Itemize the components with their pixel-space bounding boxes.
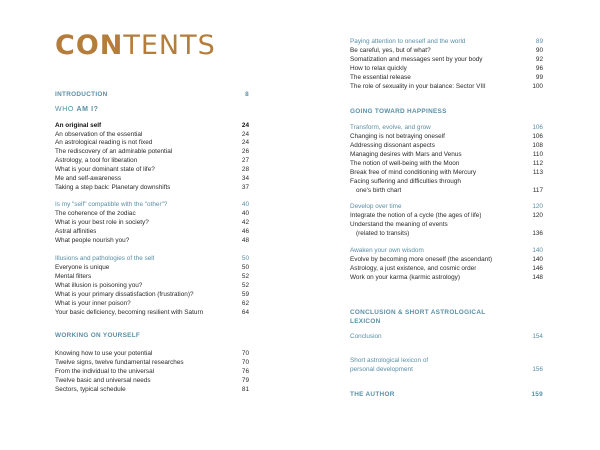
- toc-entry[interactable]: [350, 142, 543, 150]
- toc-heading-conclusion[interactable]: [350, 309, 543, 317]
- page-number: 34: [241, 175, 249, 182]
- toc-heading-working-on-yourself[interactable]: [55, 332, 249, 340]
- page-number: 70: [241, 350, 249, 357]
- toc-section-conclusion[interactable]: [350, 333, 543, 341]
- entry-label: Twelve signs, twelve fundamental researches: [55, 359, 184, 366]
- entry-label: Integrate the notion of a cycle (the ages of life): [350, 212, 482, 219]
- toc-section-illusions[interactable]: [55, 255, 249, 263]
- toc-part-who-am-i[interactable]: [55, 106, 249, 114]
- entry-label: Awaken your own wisdom: [350, 247, 424, 254]
- page-number: 79: [241, 377, 249, 384]
- entry-label: Paying attention to oneself and the world: [350, 38, 466, 45]
- page-title: CONTENTS: [55, 30, 216, 61]
- entry-label: What people nourish you?: [55, 237, 130, 244]
- toc-heading-introduction[interactable]: [55, 91, 249, 99]
- entry-label: Illusions and pathologies of the self: [55, 255, 155, 262]
- entry-label: From the individual to the universal: [55, 368, 155, 375]
- page-number: 62: [241, 300, 249, 307]
- toc-entry[interactable]: [350, 256, 543, 264]
- entry-label: Sectors, typical schedule: [55, 386, 126, 393]
- entry-label: (related to transits): [356, 230, 410, 237]
- toc-heading-going-toward-happiness[interactable]: [350, 108, 543, 116]
- entry-label: Facing suffering and difficulties through: [350, 178, 461, 185]
- entry-label: Break free of mind conditioning with Mercury: [350, 169, 477, 176]
- page-number: 106: [532, 124, 543, 131]
- entry-label: What is your dominant state of life?: [55, 166, 155, 173]
- page-number: 159: [531, 391, 543, 398]
- page-number: 90: [535, 47, 543, 54]
- page-number: 64: [241, 309, 249, 316]
- entry-label: Astrology, a just existence, and cosmic order: [350, 265, 477, 272]
- toc-section-original-self[interactable]: [55, 122, 249, 130]
- entry-label: Be careful, yes, but of what?: [350, 47, 431, 54]
- page-number: 26: [241, 148, 249, 155]
- entry-label: Everyone is unique: [55, 264, 110, 271]
- toc-entry[interactable]: [55, 291, 249, 299]
- entry-label: Is my "self" compatible with the "other"?: [55, 201, 168, 208]
- entry-label: Astral affinities: [55, 228, 97, 235]
- page-number: 42: [241, 219, 249, 226]
- entry-label: What is your primary dissatisfaction (frustration)?: [55, 291, 194, 298]
- toc-entry[interactable]: [55, 309, 249, 317]
- page-number: 70: [241, 359, 249, 366]
- entry-label: How to relax quickly: [350, 65, 407, 72]
- toc-heading-the-author[interactable]: [350, 391, 543, 399]
- entry-label: Twelve basic and universal needs: [55, 377, 151, 384]
- entry-label: An original self: [55, 122, 102, 129]
- entry-label: Short astrological lexicon of: [350, 357, 429, 364]
- page-number: 92: [535, 56, 543, 63]
- entry-label: Managing desires with Mars and Venus: [350, 151, 462, 158]
- entry-label: Addressing dissonant aspects: [350, 142, 435, 149]
- entry-label: Understand the meaning of events: [350, 221, 448, 228]
- entry-label: Conclusion: [350, 333, 382, 340]
- toc-entry[interactable]: [55, 184, 249, 192]
- toc-section-develop[interactable]: [350, 203, 543, 211]
- toc-section-lexicon[interactable]: [350, 357, 543, 365]
- entry-label: WHO: [55, 106, 74, 113]
- toc-entry[interactable]: [350, 274, 543, 282]
- page-number: 148: [532, 274, 543, 281]
- page-number: 46: [241, 228, 249, 235]
- page-number: 100: [532, 83, 543, 90]
- toc-entry[interactable]: [350, 56, 543, 64]
- entry-label: Mental filters: [55, 273, 92, 280]
- toc-entry[interactable]: [350, 160, 543, 168]
- toc-entry[interactable]: [55, 273, 249, 281]
- entry-label: Astrology, a tool for liberation: [55, 157, 138, 164]
- entry-label: Develop over time: [350, 203, 402, 210]
- page-number: 24: [241, 131, 249, 138]
- toc-entry[interactable]: [350, 178, 543, 186]
- page-number: 154: [532, 333, 543, 340]
- toc-entry[interactable]: [55, 359, 249, 367]
- toc-section-self-other[interactable]: [55, 201, 249, 209]
- entry-label: Transform, evolve, and grow: [350, 124, 431, 131]
- entry-label: CONCLUSION & SHORT ASTROLOGICAL: [350, 309, 486, 316]
- page-number: 28: [241, 166, 249, 173]
- page-number: 99: [535, 74, 543, 81]
- toc-entry[interactable]: [350, 169, 543, 177]
- entry-label: [55, 106, 99, 114]
- entry-label: GOING TOWARD HAPPINESS: [350, 108, 447, 115]
- toc-entry[interactable]: [55, 166, 249, 174]
- entry-label: Somatization and messages sent by your body: [350, 56, 483, 63]
- toc-entry[interactable]: [350, 187, 543, 195]
- toc-entry[interactable]: [55, 377, 249, 385]
- toc-entry[interactable]: [350, 74, 543, 82]
- entry-label: Taking a step back: Planetary downshifts: [55, 184, 171, 191]
- page-number: 140: [532, 256, 543, 263]
- entry-label: Changing is not betraying oneself: [350, 133, 445, 140]
- page-number: 108: [532, 142, 543, 149]
- page-number: 120: [532, 203, 543, 210]
- toc-entry[interactable]: [350, 47, 543, 55]
- toc-entry[interactable]: [350, 212, 543, 220]
- toc-entry[interactable]: [55, 300, 249, 308]
- toc-entry[interactable]: [55, 175, 249, 183]
- entry-label: The notion of well-being with the Moon: [350, 160, 460, 167]
- page-number: 37: [241, 184, 249, 191]
- entry-label: What is your best role in society?: [55, 219, 149, 226]
- toc-entry[interactable]: [350, 65, 543, 73]
- entry-label: WORKING ON YOURSELF: [55, 332, 141, 339]
- page-number: 8: [245, 91, 249, 98]
- page-number: 110: [532, 151, 543, 158]
- page-number: 117: [532, 187, 543, 194]
- page-number: 156: [532, 366, 543, 373]
- page-number: 40: [241, 201, 249, 208]
- page-number: 89: [535, 38, 543, 45]
- toc-entry[interactable]: [55, 139, 249, 147]
- entry-label: personal development: [350, 366, 413, 373]
- toc-entry[interactable]: [55, 350, 249, 358]
- entry-label: LEXICON: [350, 318, 381, 325]
- entry-label: INTRODUCTION: [55, 91, 108, 98]
- toc-entry[interactable]: [55, 228, 249, 236]
- page-number: 113: [532, 169, 543, 176]
- page-number: 50: [241, 255, 249, 262]
- toc-entry[interactable]: [350, 133, 543, 141]
- toc-entry[interactable]: [55, 264, 249, 272]
- page-number: 40: [241, 210, 249, 217]
- page-number: 96: [535, 65, 543, 72]
- page-number: 136: [532, 230, 543, 237]
- entry-label: The coherence of the zodiac: [55, 210, 136, 217]
- toc-section-paying-attention[interactable]: [350, 38, 543, 46]
- toc-entry[interactable]: [55, 157, 249, 165]
- page-number: 146: [532, 265, 543, 272]
- toc-entry[interactable]: [55, 148, 249, 156]
- toc-entry[interactable]: [55, 282, 249, 290]
- toc-entry[interactable]: [55, 210, 249, 218]
- entry-label: THE AUTHOR: [350, 391, 395, 398]
- entry-label: one's birth chart: [356, 187, 402, 194]
- toc-entry[interactable]: [55, 386, 249, 394]
- toc-entry[interactable]: [350, 230, 543, 238]
- page-number: 59: [241, 291, 249, 298]
- page-number: 52: [241, 273, 249, 280]
- page-number: 24: [241, 139, 249, 146]
- page-number: 106: [532, 133, 543, 140]
- entry-label: An observation of the essential: [55, 131, 143, 138]
- entry-label: What illusion is poisoning you?: [55, 282, 143, 289]
- toc-section-awaken[interactable]: [350, 247, 543, 255]
- entry-label: Your basic deficiency, becoming resilient with Saturn: [55, 309, 204, 316]
- page-number: 52: [241, 282, 249, 289]
- page-number: 120: [532, 212, 543, 219]
- toc-entry[interactable]: [55, 219, 249, 227]
- page-number: 140: [532, 247, 543, 254]
- page-number: 24: [241, 122, 249, 129]
- entry-label: AM I?: [76, 106, 99, 113]
- toc-section-lexicon-line2[interactable]: [350, 366, 543, 374]
- toc-heading-conclusion-line2[interactable]: [350, 318, 543, 326]
- entry-label: The rediscovery of an admirable potential: [55, 148, 173, 155]
- page-number: 81: [241, 386, 249, 393]
- entry-label: Work on your karma (karmic astrology): [350, 274, 460, 281]
- entry-label: Me and self-awareness: [55, 175, 122, 182]
- entry-label: The essential release: [350, 74, 411, 81]
- toc-entry[interactable]: [350, 221, 543, 229]
- toc-section-transform[interactable]: [350, 124, 543, 132]
- page-number: 76: [241, 368, 249, 375]
- entry-label: Evolve by becoming more oneself (the ascendant): [350, 256, 493, 263]
- entry-label: An astrological reading is not fixed: [55, 139, 153, 146]
- toc-entry[interactable]: [55, 131, 249, 139]
- page-number: 48: [241, 237, 249, 244]
- entry-label: What is your inner poison?: [55, 300, 131, 307]
- toc-entry[interactable]: [350, 265, 543, 273]
- toc-entry[interactable]: [350, 83, 543, 91]
- entry-label: The role of sexuality in your balance: Sector VIII: [350, 83, 486, 90]
- toc-entry[interactable]: [55, 368, 249, 376]
- page-number: 27: [241, 157, 249, 164]
- toc-entry[interactable]: [350, 151, 543, 159]
- toc-entry[interactable]: [55, 237, 249, 245]
- entry-label: Knowing how to use your potential: [55, 350, 153, 357]
- page-number: 112: [532, 160, 543, 167]
- page-number: 50: [241, 264, 249, 271]
